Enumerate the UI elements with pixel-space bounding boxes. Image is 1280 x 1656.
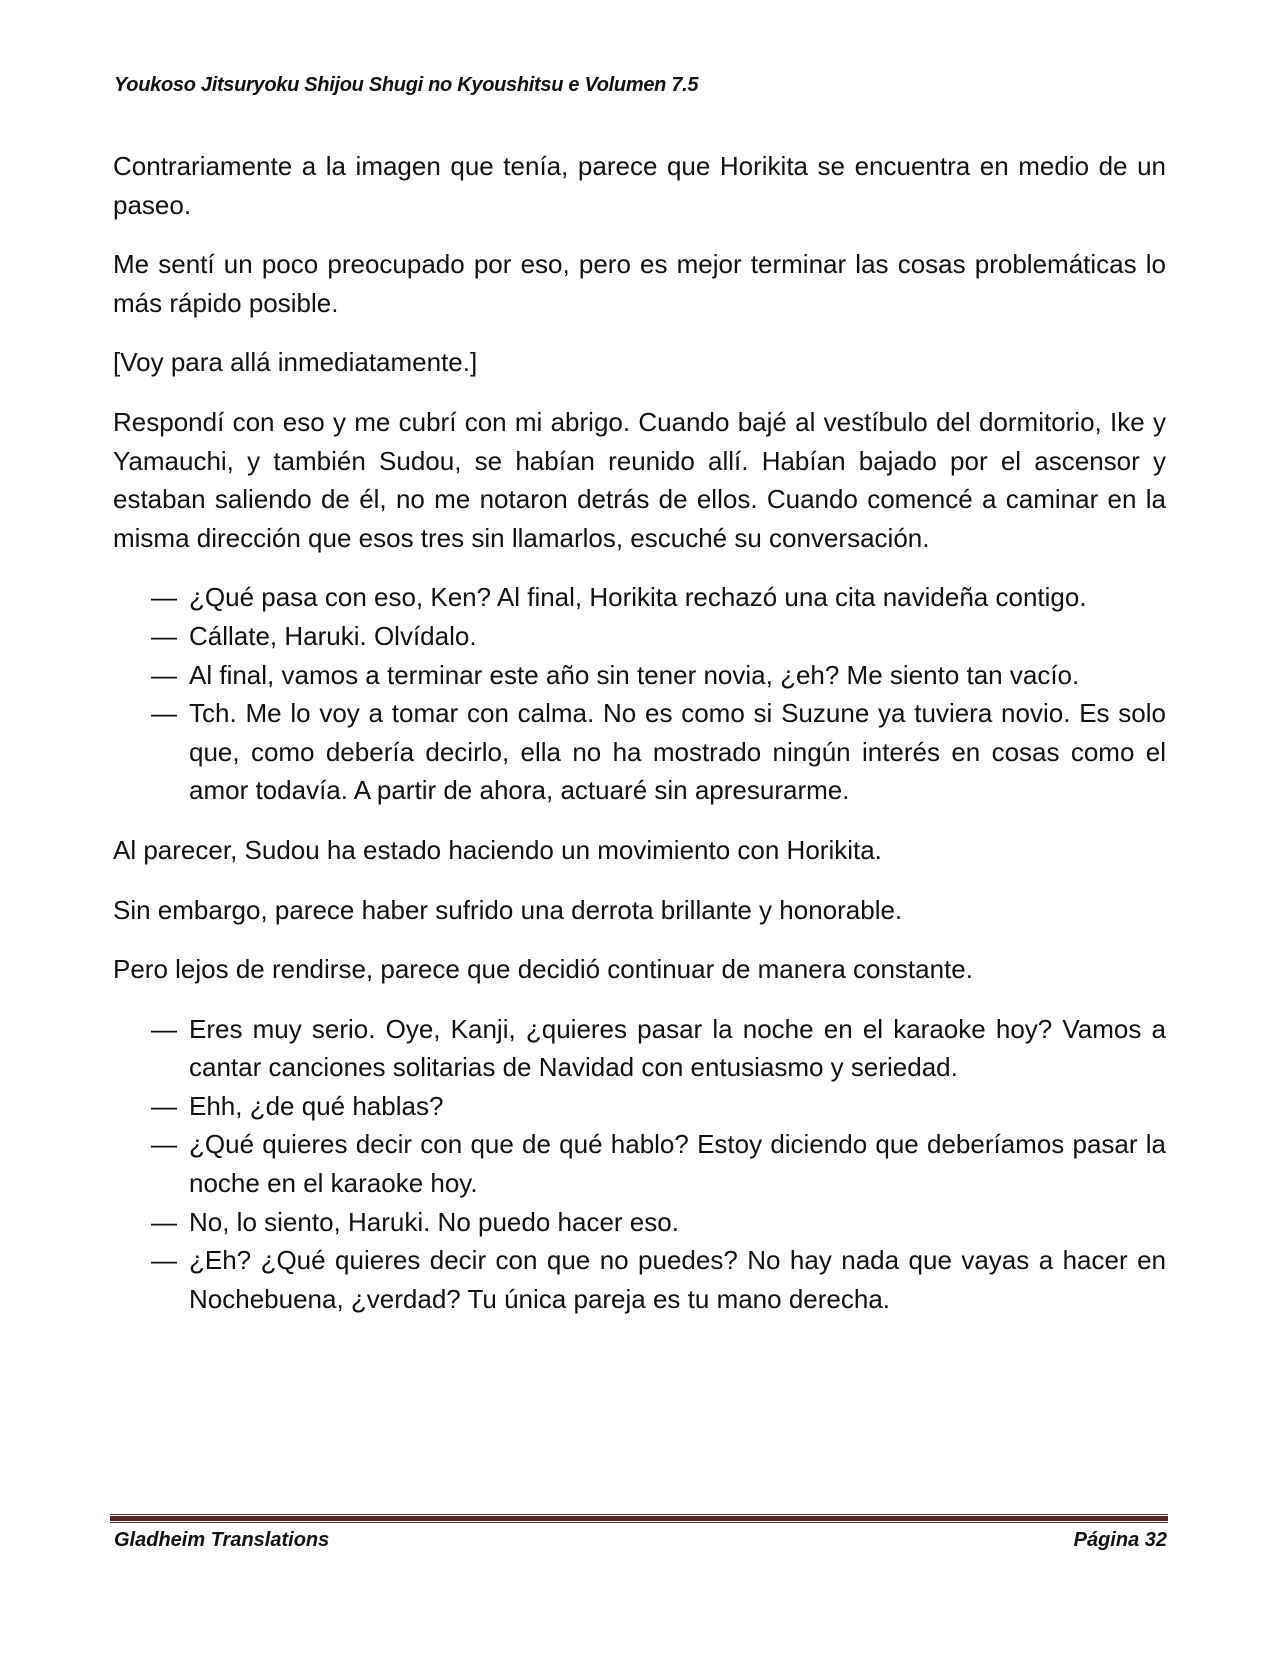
footer-publisher: Gladheim Translations	[114, 1529, 330, 1551]
dialogue-text: ¿Qué pasa con eso, Ken? Al final, Horikita rechazó una cita navideña contigo.	[189, 582, 1087, 613]
dialogue-text: Al final, vamos a terminar este año sin tener novia, ¿eh? Me siento tan vacío.	[189, 659, 1080, 690]
dialogue-line	[113, 1010, 1166, 1087]
paragraph: Contrariamente a la imagen que tenía, parece que Horikita se encuentra en medio de un paseo.	[113, 151, 1166, 220]
paragraph: Al parecer, Sudou ha estado haciendo un movimiento con Horikita.	[113, 834, 882, 865]
dialogue-text: Tch. Me lo voy a tomar con calma. No es como si Suzune ya tuviera novio. Es solo que, como debería decirlo, ella no ha mostrado ningún interés en cosas como el amor todavía. A partir de ahora, actuaré sin apresurarme.	[189, 698, 1166, 806]
dialogue-block	[113, 1010, 1166, 1319]
dialogue-text: Cállate, Haruki. Olvídalo.	[189, 620, 477, 651]
paragraph: Pero lejos de rendirse, parece que decidió continuar de manera constante.	[113, 954, 973, 985]
dialogue-text: Eres muy serio. Oye, Kanji, ¿quieres pasar la noche en el karaoke hoy? Vamos a cantar canciones solitarias de Navidad con entusiasmo y seriedad.	[189, 1013, 1166, 1083]
paragraph: Sin embargo, parece haber sufrido una derrota brillante y honorable.	[113, 894, 903, 925]
dialogue-line	[113, 656, 1166, 695]
dialogue-text: Ehh, ¿de qué hablas?	[189, 1090, 444, 1121]
paragraph: Me sentí un poco preocupado por eso, pero es mejor terminar las cosas problemáticas lo más rápido posible.	[113, 249, 1166, 318]
dialogue-text: ¿Qué quieres decir con que de qué hablo? Estoy diciendo que deberíamos pasar la noche en el karaoke hoy.	[189, 1129, 1166, 1199]
em-dash: —	[151, 1090, 177, 1121]
dialogue-text: No, lo siento, Haruki. No puedo hacer eso.	[189, 1206, 679, 1237]
dialogue-line	[113, 1241, 1166, 1318]
dialogue-line	[113, 1087, 1166, 1126]
page-number: Página 32	[1073, 1529, 1167, 1551]
dialogue-line	[113, 617, 1166, 656]
em-dash: —	[151, 1129, 177, 1160]
dialogue-line	[113, 694, 1166, 810]
dialogue-line	[113, 1203, 1166, 1242]
em-dash: —	[151, 1013, 177, 1044]
em-dash: —	[151, 620, 177, 651]
footer-rule	[110, 1514, 1168, 1523]
dialogue-block	[113, 578, 1166, 810]
em-dash: —	[151, 1245, 177, 1276]
em-dash: —	[151, 1206, 177, 1237]
dialogue-text: ¿Eh? ¿Qué quieres decir con que no puedes? No hay nada que vayas a hacer en Nochebuena, ¿verdad? Tu única pareja es tu mano derecha.	[189, 1245, 1166, 1314]
dialogue-line	[113, 578, 1166, 617]
page-body	[113, 147, 1166, 1339]
em-dash: —	[151, 582, 177, 613]
dialogue-line	[113, 1125, 1166, 1202]
em-dash: —	[151, 659, 177, 690]
paragraph: [Voy para allá inmediatamente.]	[113, 347, 478, 378]
running-header: Youkoso Jitsuryoku Shijou Shugi no Kyoushitsu e Volumen 7.5	[114, 74, 699, 96]
em-dash: —	[151, 698, 177, 729]
paragraph: Respondí con eso y me cubrí con mi abrigo. Cuando bajé al vestíbulo del dormitorio, Ike y Yamauchi, y también Sudou, se habían reunido allí. Habían bajado por el ascensor y estaban saliendo de él, no me notaron detrás de ellos. Cuando comencé a caminar en la misma dirección que esos tres sin llamarlos, escuché su conversación.	[113, 406, 1166, 553]
